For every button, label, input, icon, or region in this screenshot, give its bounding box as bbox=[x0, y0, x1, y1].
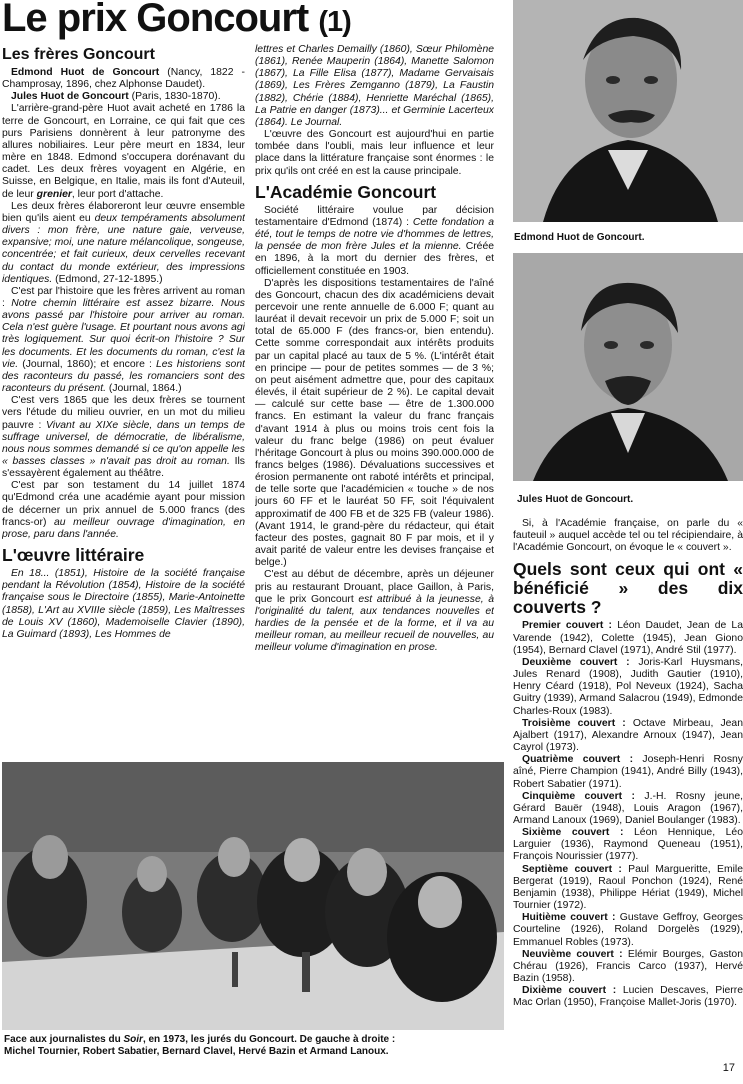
jules-dates: (Paris, 1830-1870). bbox=[128, 91, 221, 103]
history-source-1: (Journal, 1860); et encore : bbox=[18, 358, 156, 370]
testament-quote: au meilleur ouvrage d'imagination, en prose, paru dans l'année. bbox=[2, 516, 245, 540]
paragraph-edmond bbox=[2, 67, 245, 91]
history-quote-1: Notre chemin littéraire est assez bizarre. Nous avons passé par l'histoire pour arriver au roman. Cela n'est guère l'usage. Et pourtant nous avons agi très logiquement. Sur quoi écrit-on l'histoire ? Sur les documents. Et les documents du roman, c'est la vie. bbox=[2, 297, 245, 370]
page-title bbox=[2, 0, 351, 44]
paragraph-couvert-intro: Si, à l'Académie française, on parle du « fauteuil » auquel accède tel ou tel récipiendaire, à l'Académie Goncourt, on évoque le « couvert ». bbox=[513, 518, 743, 554]
couvert-label: Deuxième couvert : bbox=[522, 656, 630, 668]
couvert-item bbox=[513, 985, 743, 1009]
temperaments-source: (Edmond, 27-12-1895.) bbox=[52, 273, 163, 285]
history-quote-2: Les historiens sont des raconteurs du passé, les romanciers sont des raconteurs du présent. bbox=[2, 358, 245, 395]
societe-quote: Cette fondation a été, tout le temps de notre vie d'hommes de lettres, la pensée de mon frère Jules et la mienne. bbox=[255, 216, 494, 253]
photo-jury bbox=[2, 762, 504, 1030]
edmond-dates: (Nancy, 1822 - Champrosay, 1896, chez Alphonse Daudet). bbox=[2, 67, 245, 91]
paragraph-temperaments bbox=[2, 201, 245, 286]
title-text: Le prix Goncourt bbox=[2, 0, 309, 40]
paragraph-jules bbox=[2, 91, 245, 103]
testament-text: C'est par son testament du 14 juillet 1874 qu'Edmond créa une académie ayant pour mission de décerner un prix annuel de 5.000 francs (des francs-or) bbox=[2, 480, 245, 528]
family-text: L'arrière-grand-père Huot avait acheté en 1786 la terre de Goncourt, en Lorraine, ce qui fait que ces purs Parisiens donnèrent à leur patronyme des allures nobiliaires. Leur père meurt en 1834, leur mère en 1848. Edmond s'occupera dorénavant du cadet. Les deux frères voyagent en Algérie, en Suisse, en Belgique, en Italie, mais ils font d'Auteuil, de leur bbox=[2, 103, 245, 200]
couvert-label: Dixième couvert : bbox=[522, 985, 617, 997]
caption-jury bbox=[4, 1034, 504, 1058]
history-source-2: (Journal, 1864.) bbox=[105, 383, 182, 395]
couvert-label: Premier couvert : bbox=[522, 620, 613, 632]
couvert-label: Sixième couvert : bbox=[522, 827, 624, 839]
heading-quels: Quels sont ceux qui ont « bénéficié » des dix couverts ? bbox=[513, 559, 743, 618]
portrait-jules-image bbox=[513, 253, 743, 481]
works-list-cont: lettres et Charles Demailly (1860), Sœur Philomène (1861), Renée Mauperin (1864), Manette Salomon (1867), La Fille Elisa (1877), Madame Gervaisais (1869), Les Frères Zemganno (1879), La Faustin (1882), Chérie (1884), Henriette Maréchal (1865), La Patrie en danger (1873)... et Germinie Lacerteux (1864). Le Journal. bbox=[255, 44, 494, 128]
december-text: C'est au début de décembre, après un déjeuner pris au restaurant Drouant, place Gaillon, à Paris, que le prix Goncourt bbox=[255, 569, 494, 605]
couvert-item bbox=[513, 718, 743, 754]
jules-name: Jules Huot de Goncourt bbox=[11, 91, 129, 103]
couvert-names: Léon Daudet, Jean de La Varende (1942), Colette (1945), Jean Giono (1954), Bernard Clavel (1971), André Stil (1977). bbox=[513, 620, 743, 656]
couvert-item bbox=[513, 949, 743, 985]
title-number: (1) bbox=[318, 6, 351, 38]
caption-jury-names: Michel Tournier, Robert Sabatier, Bernard Clavel, Hervé Bazin et Armand Lanoux. bbox=[4, 1046, 389, 1057]
societe-end: Créée en 1896, à la mort du dernier des frères, et officiellement constituée en 1903. bbox=[255, 241, 494, 277]
couvert-names: Léon Hennique, Léo Larguier (1936), Raymond Queneau (1951), François Nourissier (1977). bbox=[513, 827, 743, 863]
couvert-names: Paul Margueritte, Emile Bergerat (1919), Raoul Ponchon (1924), René Benjamin (1938), Philippe Hériat (1949), Michel Tournier (1972). bbox=[513, 863, 743, 912]
couvert-label: Troisième couvert : bbox=[522, 717, 626, 729]
couvert-label: Neuvième couvert : bbox=[522, 948, 623, 960]
couvert-names: Lucien Descaves, Pierre Mac Orlan (1950), Françoise Mallet-Joris (1970). bbox=[513, 985, 743, 1009]
paragraph-works-cont bbox=[255, 44, 494, 129]
page-number: 17 bbox=[722, 1062, 735, 1074]
paragraph-works bbox=[2, 568, 245, 641]
portrait-edmond bbox=[513, 0, 743, 222]
couvert-label: Septième couvert : bbox=[522, 863, 622, 875]
paragraph-december bbox=[255, 569, 494, 654]
caption-jury-newspaper: Soir bbox=[123, 1034, 143, 1045]
column-2 bbox=[255, 44, 494, 744]
works-list: En 18... (1851), Histoire de la société française pendant la Révolution (1854), Histoire de la société française sous le Directoire (1855), Marie-Antoinette (1858), L'Art au XVIIIe siècle (1859), Les Maîtresses de Louis XV (1860), Mademoiselle Clavier (1890), La Guimard (1893), Les Hommes de bbox=[2, 568, 245, 640]
portrait-edmond-image bbox=[513, 0, 743, 222]
couvert-item bbox=[513, 657, 743, 718]
december-quote: est attribué à la jeunesse, à l'originalité du talent, aux tendances nouvelles et hardies de la pensée et de la forme, et il va au meilleur roman, au meilleur recueil de nouvelles, au meilleur volume d'imagination en prose. bbox=[255, 593, 494, 654]
caption-jury-text: Face aux journalistes du bbox=[4, 1034, 124, 1045]
column-1 bbox=[2, 44, 245, 742]
edmond-name: Edmond Huot de Goncourt bbox=[11, 67, 160, 78]
couvert-names: Octave Mirbeau, Jean Ajalbert (1917), Alexandre Arnoux (1947), Jean Cayrol (1973). bbox=[513, 717, 743, 754]
paragraph-finances: D'après les dispositions testamentaires de l'aîné des Goncourt, chacun des dix académiciens devait percevoir une rente annuelle de 6.000 F; quant au lauréat il devait recevoir un prix de 5.000 F; soit un total de 65.000 F (des francs-or, bien entendu). Cette somme correspondait aux intérêts produits par un capital placé au taux de 5 %. (L'intérêt était en principe — pour de petites sommes — de 3 %; on peut aisément admettre que, pour des capitaux élevés, il était supérieur de 2 %). Le capital devait — calculé sur cette base — être de 1.300.000 francs. En estimant la valeur du franc français d'avant 1914 à plus ou moins trois cent fois la valeur du franc belge (1986) on peut évaluer l'héritage Goncourt à plus ou moins 390.000.000 de francs belges (1986). Dévaluations successives et érosion permanente ont raboté intérêts et principal, de telle sorte que l'académicien « touche » de nos jours 60 FF et le lauréat 50 FF, soit l'équivalent approximatif de 400 FB et de 325 FB (valeur 1986). (Avant 1914, le grand-père du rédacteur, qui était facteur des postes, gagnait 80 F par mois, et il y avait parité de valeur entre les devises française et belge.) bbox=[255, 277, 494, 569]
workers-end: Ils s'essayèrent également au théâtre. bbox=[2, 456, 245, 480]
couvert-label: Quatrième couvert : bbox=[522, 754, 634, 766]
couvert-label: Cinquième couvert : bbox=[522, 790, 635, 802]
portrait-jules bbox=[513, 253, 743, 481]
paragraph-history bbox=[2, 286, 245, 395]
societe-text: Société littéraire voulue par décision testamentaire d'Edmond (1874) : bbox=[255, 204, 494, 228]
paragraph-workers bbox=[2, 395, 245, 480]
paragraph-influence: L'œuvre des Goncourt est aujourd'hui en partie tombée dans l'oubli, mais leur influence et leur place dans la littérature française sont énormes : le prix qu'ils ont créé en est la cause principale. bbox=[255, 129, 494, 177]
temperaments-quote: deux tempéraments absolument divers : mon frère, une nature gaie, verveuse, expansive; moi, une nature mélancolique, songeuse, concentrée; et fait curieux, deux cervelles recevant du contact du monde extérieur, des impressions identiques. bbox=[2, 212, 245, 285]
caption-jules: Jules Huot de Goncourt. bbox=[517, 494, 634, 505]
couvert-label: Huitième couvert : bbox=[522, 912, 616, 924]
column-3 bbox=[513, 518, 743, 1058]
heading-academie: L'Académie Goncourt bbox=[255, 181, 437, 202]
temperaments-text: Les deux frères élaboreront leur œuvre ensemble bien qu'ils aient eu bbox=[2, 200, 245, 224]
paragraph-testament bbox=[2, 480, 245, 541]
couvert-item bbox=[513, 827, 743, 863]
couvert-item bbox=[513, 912, 743, 948]
caption-edmond: Edmond Huot de Goncourt. bbox=[514, 232, 645, 243]
photo-jury-image bbox=[2, 762, 504, 1030]
paragraph-societe bbox=[255, 205, 494, 278]
workers-text: C'est vers 1865 que les deux frères se tournent vers l'étude du milieu ouvrier, en un mot du milieu pauvre : bbox=[2, 395, 245, 431]
couvert-item bbox=[513, 620, 743, 656]
heading-brothers: Les frères Goncourt bbox=[2, 46, 155, 63]
couvert-names: J.-H. Rosny jeune, Gérard Bauër (1948), Louis Aragon (1967), Armand Lanoux (1969), Daniel Boulanger (1983). bbox=[513, 790, 743, 826]
couvert-names: Joris-Karl Huysmans, Jules Renard (1908), Judith Gautier (1910), Henry Céard (1918), Pol Neveux (1924), Sacha Guitry (1939), Armand Salacrou (1949), Edmonde Charles-Roux (1983). bbox=[513, 656, 743, 717]
workers-quote: Vivant au XIXe siècle, dans un temps de suffrage universel, de démocratie, de libéralisme, nous nous sommes demandé si ce qu'on appelle les « basses classes » n'avait pas droit au roman. bbox=[2, 419, 245, 467]
heading-oeuvre: L'œuvre littéraire bbox=[2, 545, 145, 566]
grenier-word: grenier bbox=[36, 188, 72, 200]
history-text: C'est par l'histoire que les frères arrivent au roman : bbox=[2, 285, 245, 309]
paragraph-family bbox=[2, 103, 245, 200]
couvert-names: Gustave Geffroy, Georges Courteline (1926), Roland Dorgelès (1929), Emmanuel Robles (1973). bbox=[513, 912, 743, 948]
couvert-item bbox=[513, 754, 743, 790]
family-end: , leur port d'attache. bbox=[71, 188, 164, 200]
couvert-item bbox=[513, 864, 743, 913]
couvert-item bbox=[513, 791, 743, 827]
caption-jury-text-2: , en 1973, les jurés du Goncourt. De gauche à droite : bbox=[142, 1034, 396, 1045]
couvert-names: Joseph-Henri Rosny aîné, Pierre Champion (1941), André Billy (1943), Robert Sabatier (1971). bbox=[513, 754, 743, 790]
couvert-names: Elémir Bourges, Gaston Chérau (1926), Francis Carco (1937), Hervé Bazin (1958). bbox=[513, 948, 743, 984]
